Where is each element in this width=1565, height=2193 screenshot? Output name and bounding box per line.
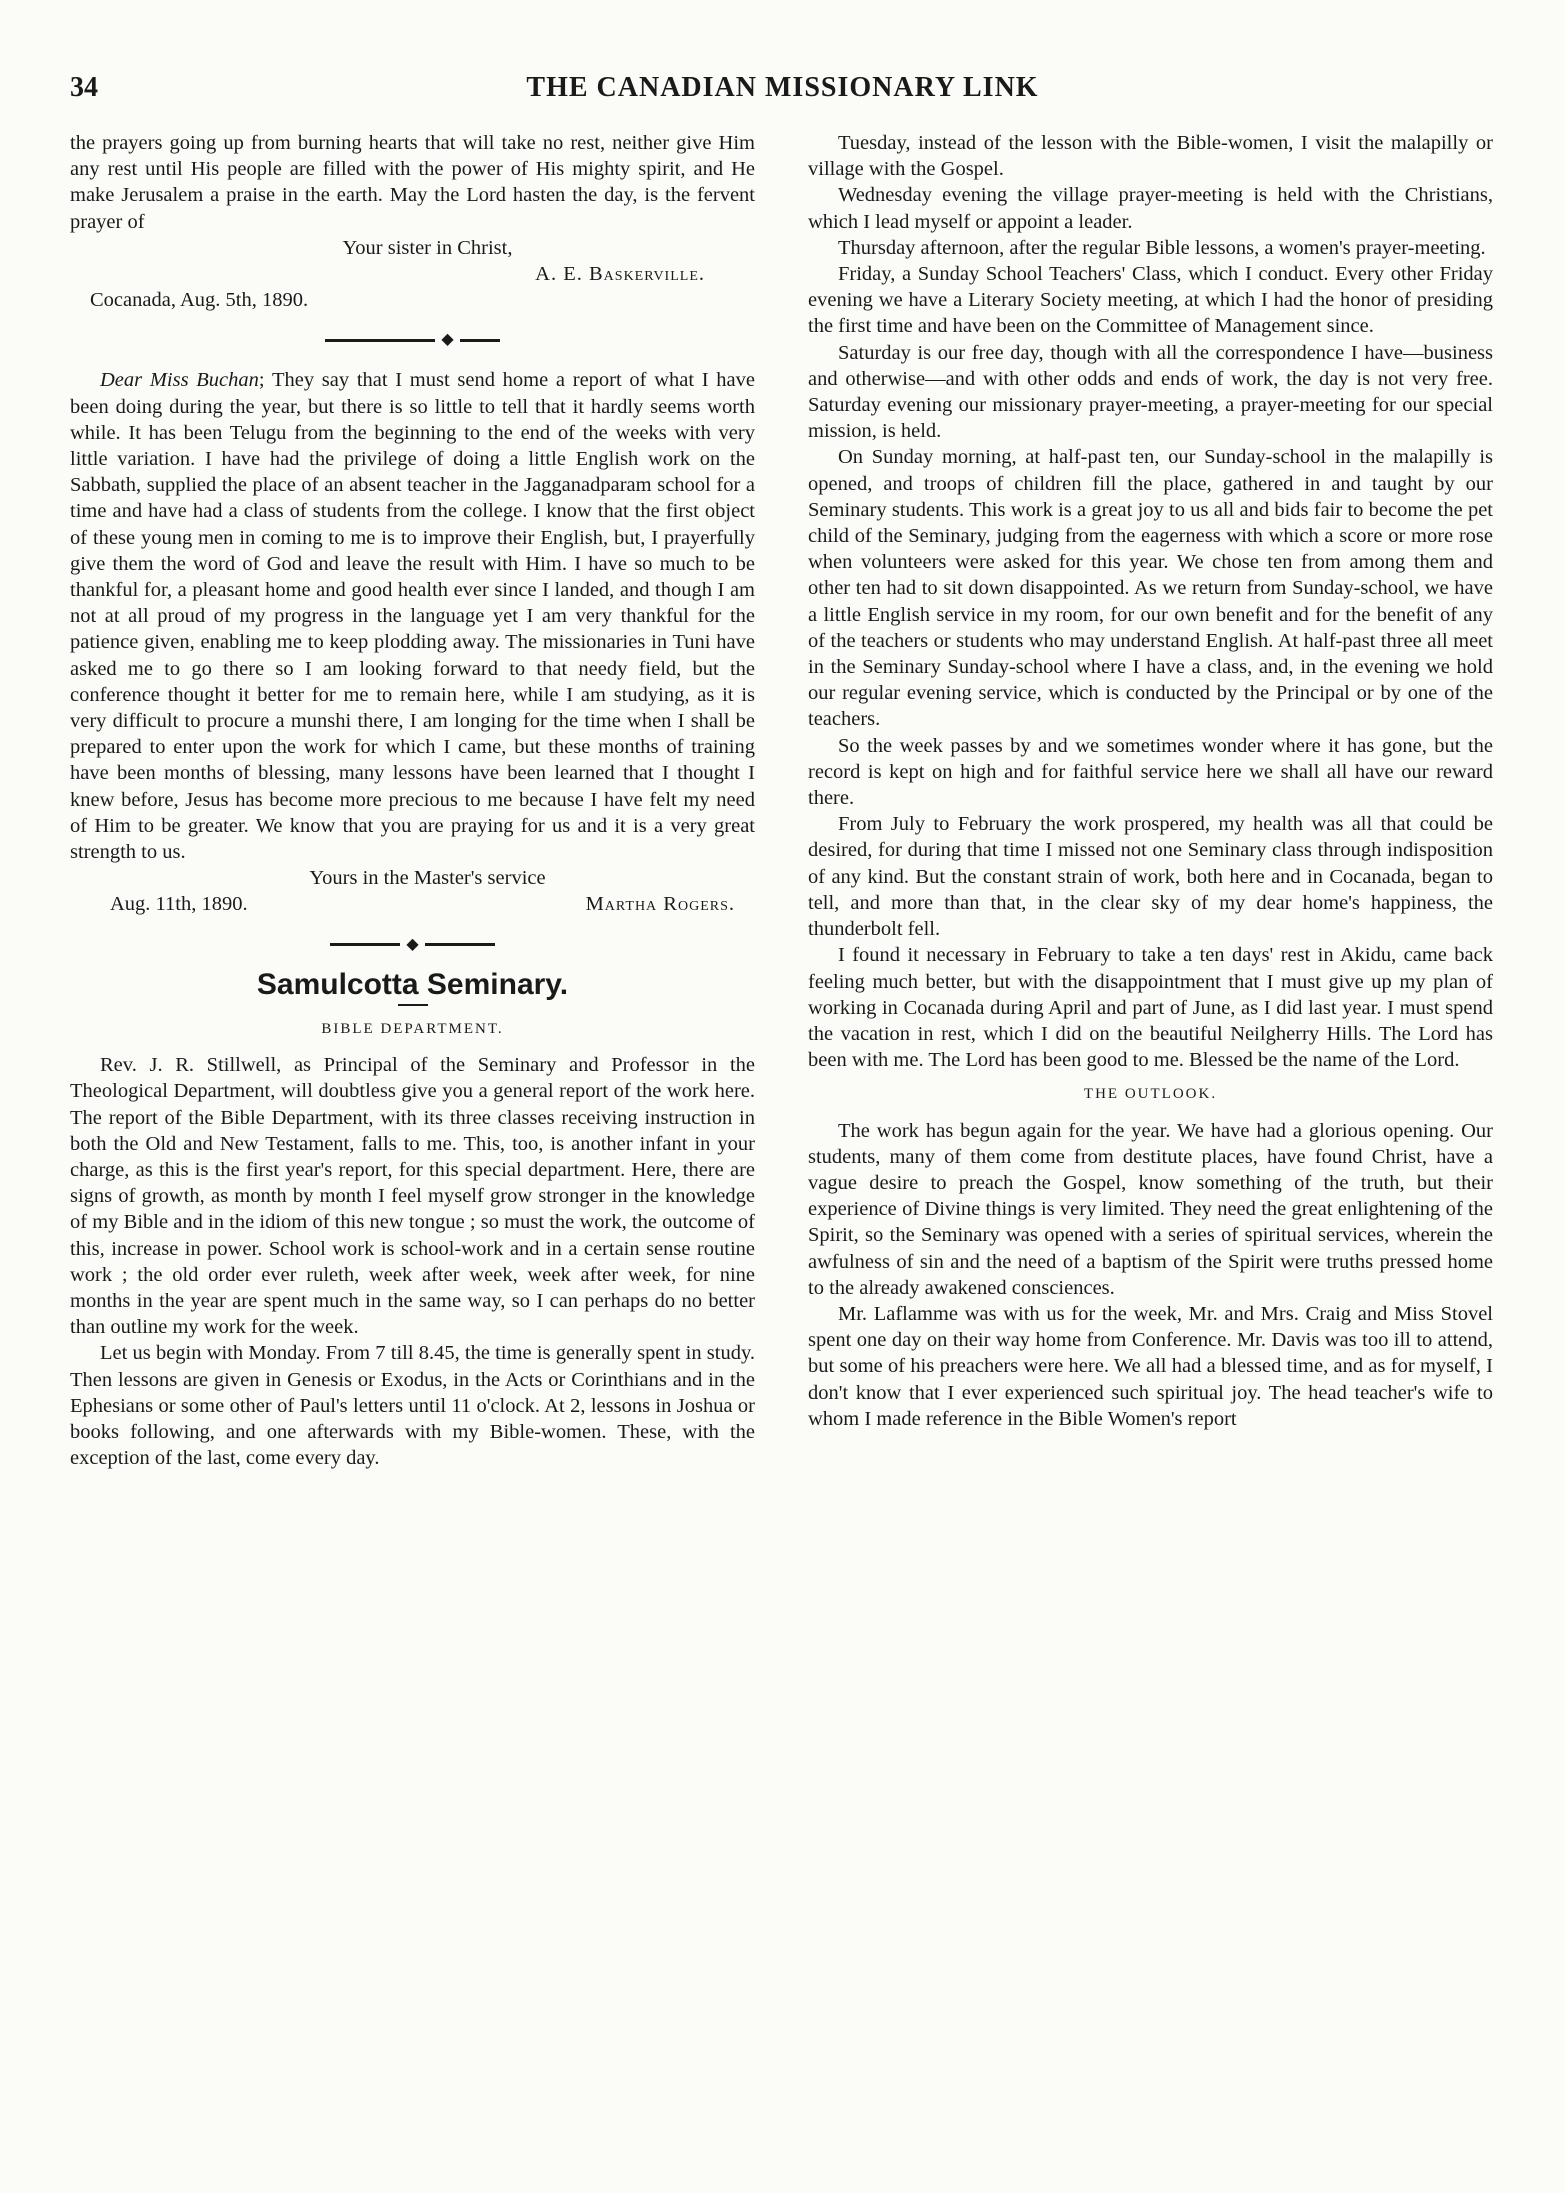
dateline: Cocanada, Aug. 5th, 1890.	[90, 289, 309, 312]
dateline: Aug. 11th, 1890.	[110, 893, 248, 916]
signer-name: Martha Rogers.	[585, 893, 735, 916]
section-title: Samulcotta Seminary.	[256, 967, 569, 1001]
paragraph: Tuesday, instead of the lesson with the Bible-women, I visit the malapilly or village with the Gospel.	[808, 132, 1493, 181]
section-divider: ◆	[70, 940, 755, 950]
closing-line: Yours in the Master's service	[309, 867, 546, 890]
letter-body: ; They say that I must send home a report of what I have been doing during the year, but there is so little to tell that it hardly seems worth while. It has been Telugu from the beginning to the end of the weeks with very little variation. I have had the privilege of doing a little English work on the Sabbath, supplied the place of an absent teacher in the Jagganadparam school for a time and have had a class of students from the college. I know that the first object of these young men in coming to me is to improve their English, but, I prayerfully give them the word of God and leave the result with Him. I have so much to be thankful for, a pleasant home and good health ever since I landed, and though I am not at all proud of my progress in the language yet I am very thankful for the patience given, enabling me to keep plodding away. The missionaries in Tuni have asked me to go there so I am looking forward to that needy field, but the conference thought it better for me to remain here, while I am studying, as it is very difficult to procure a munshi there, I am longing for the time when I shall be prepared to enter upon the work for which I came, but these months of training have been months of blessing, many lessons have been learned that I thought I knew before, Jesus has become more precious to me because I have felt my need of Him to be greater. We know that you are praying for us and it is a very great strength to us.	[70, 369, 755, 864]
closing-line: Your sister in Christ,	[342, 236, 513, 259]
paragraph: On Sunday morning, at half-past ten, our Sunday-school in the malapilly is opened, and troops of children fill the place, gathered in and taught by our Seminary students. This work is a great joy to us all and bids fair to become the pet child of the Seminary, judging from the eagerness with which a score or more rose when volunteers were asked for this year. We chose ten from among them and other ten had to sit down disappointed. As we return from Sunday-school, we have a little English service in my room, for our own benefit and for the benefit of any of the teachers or students who may understand English. At half-past three all meet in the Seminary Sunday-school where I have a class, and, in the evening we hold our regular evening service, which is conducted by the Principal or by one of the teachers.	[808, 446, 1493, 731]
page-number: 34	[70, 72, 98, 103]
letter-paragraph	[70, 367, 755, 865]
journal-title: THE CANADIAN MISSIONARY LINK	[526, 72, 1039, 103]
paragraph: I found it necessary in February to take a ten days' rest in Akidu, came back feeling much better, but with the disappointment that I must give up my plan of working in Cocanada during April and part of June, as I did last year. I must spend the vacation in rest, which I did on the beautiful Neilgherry Hills. The Lord has been with me. The Lord has been good to me. Blessed be the name of the Lord.	[808, 944, 1493, 1072]
paragraph: The work has begun again for the year. We have had a glorious opening. Our students, many of them come from destitute places, have found Christ, have a vague desire to preach the Gospel, know something of the truth, but their experience of Divine things is very limited. They need the great enlightening of the Spirit, so the Seminary was opened with a series of spiritual services, wherein the awfulness of sin and the need of a baptism of the Spirit were truths pressed home to the already awakened consciences.	[808, 1119, 1493, 1299]
right-column	[808, 130, 1493, 1432]
paragraph: Friday, a Sunday School Teachers' Class, which I conduct. Every other Friday evening we have a Literary Society meeting, at which I had the honor of presiding the first time and have been on the Committee of Management since.	[808, 263, 1493, 338]
paragraph: Wednesday evening the village prayer-meeting is held with the Christians, which I lead myself or appoint a leader.	[808, 184, 1493, 233]
paragraph: From July to February the work prospered, my health was all that could be desired, for during that time I missed not one Seminary class through indisposition of any kind. But the constant strain of work, both here and in Cocanada, began to tell, and more than that, in the clear sky of my dear home's happiness, the thunderbolt fell.	[808, 813, 1493, 941]
paragraph: Let us begin with Monday. From 7 till 8.45, the time is generally spent in study. Then lessons are given in Genesis or Exodus, in the Acts or Corinthians and in the Ephesians or some other of Paul's letters until 11 o'clock. At 2, lessons in Joshua or books following, and one afterwards with my Bible-women. These, with the exception of the last, come every day.	[70, 1342, 755, 1470]
paragraph: So the week passes by and we sometimes wonder where it has gone, but the record is kept on high and for faithful service here we shall all have our reward there.	[808, 734, 1493, 810]
subsection-heading: THE OUTLOOK.	[1083, 1086, 1218, 1103]
signature	[70, 261, 755, 287]
paragraph: Saturday is our free day, though with all the correspondence I have—business and otherwise—and with other odds and ends of work, the day is not very free. Saturday evening our missionary prayer-meeting, a prayer-meeting for our special mission, is held.	[808, 341, 1493, 443]
running-head	[70, 72, 1495, 112]
subsection-heading: BIBLE DEPARTMENT.	[321, 1020, 504, 1037]
section-divider: ◆	[70, 335, 755, 345]
signer-name: A. E. Baskerville.	[535, 263, 705, 286]
salutation: Dear Miss Buchan	[100, 369, 259, 392]
title-rule	[398, 1004, 428, 1006]
paragraph: Thursday afternoon, after the regular Bible lessons, a women's prayer-meeting.	[838, 236, 1486, 259]
paragraph: the prayers going up from burning hearts that will take no rest, neither give Him any rest until His people are filled with the power of His mighty spirit, and He make Jerusalem a praise in the earth. May the Lord hasten the day, is the fervent prayer of	[70, 132, 755, 233]
left-column	[70, 130, 755, 1471]
signature-line	[70, 891, 755, 917]
paragraph: Mr. Laflamme was with us for the week, Mr. and Mrs. Craig and Miss Stovel spent one day on their way home from Conference. Mr. Davis was too ill to attend, but some of his preachers were here. We all had a blessed time, and as for myself, I don't know that I ever experienced such spiritual joy. The head teacher's wife to whom I made reference in the Bible Women's report	[808, 1302, 1493, 1430]
paragraph: Rev. J. R. Stillwell, as Principal of the Seminary and Professor in the Theological Department, will doubtless give you a general report of the work here. The report of the Bible Department, with its three classes receiving instruction in both the Old and New Testament, falls to me. This, too, is another infant in your charge, as this is the first year's report, for this special department. Here, there are signs of growth, as month by month I feel myself grow stronger in the knowledge of my Bible and in the idiom of this new tongue ; so must the work, the outcome of this, increase in power. School work is school-work and in a certain sense routine work ; the old order ever ruleth, week after week, week after week, for nine months in the year are spent much in the same way, so I can perhaps do no better than outline my work for the week.	[70, 1054, 755, 1339]
